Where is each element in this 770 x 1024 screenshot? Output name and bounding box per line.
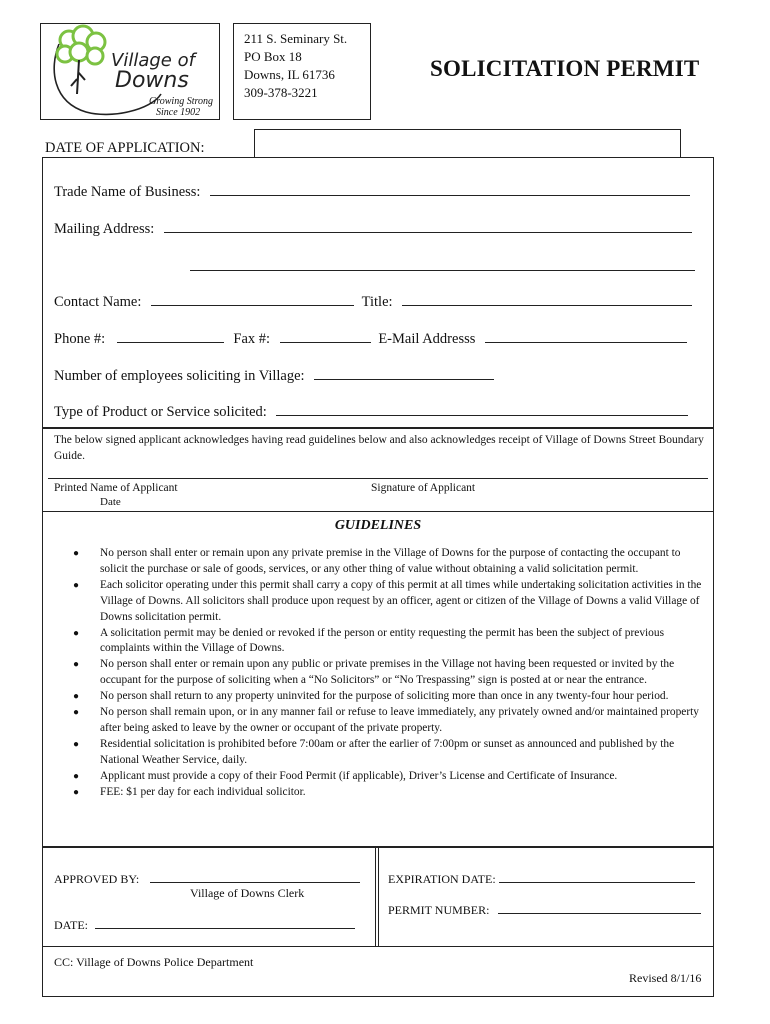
guideline-text: A solicitation permit may be denied or revoked if the person or entity requesting the permit has been the subject of previous complaints within the Village of Downs.: [100, 626, 664, 655]
phone-label: Phone #:: [54, 331, 106, 347]
guidelines-list: [73, 546, 705, 801]
phone-row: [54, 328, 687, 348]
guideline-item: [73, 769, 705, 785]
expiration-date-label: EXPIRATION DATE:: [388, 872, 496, 886]
approval-date-field[interactable]: [95, 917, 355, 929]
cc-text: CC: Village of Downs Police Department: [54, 955, 254, 969]
date-of-application-label: DATE OF APPLICATION:: [45, 140, 205, 156]
signature-label: Signature of Applicant: [371, 482, 476, 494]
bullet-icon: ●: [73, 691, 80, 703]
phone-field[interactable]: [117, 328, 224, 343]
clerk-label: Village of Downs Clerk: [190, 886, 305, 900]
bullet-icon: ●: [73, 627, 80, 639]
permit-number-field[interactable]: [498, 902, 701, 914]
product-row: [54, 401, 688, 421]
approval-date-label: DATE:: [54, 918, 88, 932]
approved-by-row: [54, 871, 360, 887]
guideline-text: No person shall enter or remain upon any private premise in the Village of Downs for the purpose of contacting the occupant to solicit the purchase or sale of goods, services, or any other thing of value without obtaining a valid solicitation permit.: [100, 547, 681, 575]
guideline-item: [73, 785, 705, 801]
guideline-text: Each solicitor operating under this permit shall carry a copy of this permit at all times while undertaking solicitation activities in the Village of Downs. All solicitors shall produce upon request by an officer, agent or citizen of the Village of Downs a valid Village of Downs solicitation permit.: [100, 578, 702, 623]
permit-number-label: PERMIT NUMBER:: [388, 903, 490, 917]
trade-name-field[interactable]: [210, 181, 690, 196]
address-city: Downs, IL 61736: [244, 67, 335, 82]
employees-label: Number of employees soliciting in Village:: [54, 368, 305, 384]
mailing-address-row: [54, 218, 692, 238]
approval-date-row: [54, 917, 355, 933]
guideline-text: Residential solicitation is prohibited before 7:00am or after the earlier of 7:00pm or sunset as announced and published by the National Weather Service, daily.: [100, 737, 675, 766]
guideline-item: [73, 657, 705, 689]
guideline-item: [73, 689, 705, 705]
logo-line2: Downs: [115, 68, 189, 93]
expiration-row: [388, 871, 695, 887]
trade-name-row: [54, 181, 690, 201]
guideline-text: No person shall remain upon, or in any manner fail or refuse to leave immediately, any privately owned and/or maintained property after being asked to leave by the owner or occupant of the private property.: [100, 706, 699, 734]
bullet-icon: ●: [73, 770, 80, 782]
fax-label: Fax #:: [233, 331, 271, 347]
fax-field[interactable]: [280, 328, 371, 343]
email-label: E-Mail Addresss: [378, 331, 476, 347]
contact-row: [54, 291, 692, 311]
bullet-icon: ●: [73, 579, 80, 591]
mailing-address-label: Mailing Address:: [54, 221, 155, 237]
approved-by-label: APPROVED BY:: [54, 872, 140, 886]
guideline-text: No person shall enter or remain upon any public or private premises in the Village not having been requested or invited by the occupant for the purpose of soliciting when a “No Solicitors” or “No Trespassing” sign is posted at or near the entrance.: [100, 658, 675, 687]
approved-by-field[interactable]: [150, 871, 360, 883]
bullet-icon: ●: [73, 707, 80, 719]
address-phone: 309-378-3221: [244, 85, 318, 100]
approval-divider-vertical-2: [378, 847, 379, 946]
email-field[interactable]: [485, 328, 687, 343]
guideline-item: [73, 546, 705, 578]
bullet-icon: ●: [73, 659, 80, 671]
employees-row: [54, 365, 494, 385]
revised-date: Revised 8/1/16: [629, 971, 702, 985]
title-field[interactable]: [402, 291, 692, 306]
logo-tagline1: Growing Strong: [149, 96, 213, 107]
guideline-item: [73, 737, 705, 769]
acknowledgement-date-label: Date: [100, 496, 121, 505]
signature-line[interactable]: [48, 478, 708, 479]
guideline-text: No person shall return to any property uninvited for the purpose of soliciting more than once in any twenty-four hour period.: [100, 690, 669, 703]
contact-name-field[interactable]: [151, 291, 354, 306]
contact-name-label: Contact Name:: [54, 294, 142, 310]
approval-divider-horizontal: [42, 946, 714, 947]
guidelines-title: GUIDELINES: [334, 518, 422, 533]
product-label: Type of Product or Service solicited:: [54, 404, 267, 420]
expiration-date-field[interactable]: [499, 871, 695, 883]
title-label: Title:: [361, 294, 393, 310]
mailing-address-field[interactable]: [164, 218, 692, 233]
bullet-icon: ●: [73, 738, 80, 750]
address-po-box: PO Box 18: [244, 49, 302, 64]
guideline-item: [73, 626, 705, 658]
guideline-item: [73, 705, 705, 737]
mailing-address-field-line2[interactable]: [190, 256, 695, 271]
address-street: 211 S. Seminary St.: [244, 31, 348, 46]
logo-tagline2: Since 1902: [156, 107, 201, 118]
approval-divider-vertical: [375, 847, 376, 946]
acknowledgement-text: The below signed applicant acknowledges having read guidelines below and also acknowledges receipt of Village of Downs Street Boundary Guide.: [54, 434, 704, 462]
trade-name-label: Trade Name of Business:: [54, 184, 201, 200]
logo-line1: Village of: [111, 50, 195, 71]
address-box: [233, 23, 371, 120]
guideline-item: [73, 578, 705, 626]
guideline-text: Applicant must provide a copy of their Food Permit (if applicable), Driver’s License and Certificate of Insurance.: [100, 769, 618, 782]
permit-number-row: [388, 902, 701, 918]
date-of-application-field[interactable]: [254, 129, 681, 157]
product-field[interactable]: [276, 401, 688, 416]
page-title: SOLICITATION PERMIT: [430, 56, 700, 81]
printed-name-label: Printed Name of Applicant: [54, 482, 178, 494]
guideline-text: FEE: $1 per day for each individual solicitor.: [100, 785, 306, 798]
bullet-icon: ●: [73, 786, 80, 798]
logo-box: [40, 23, 220, 120]
employees-field[interactable]: [314, 365, 494, 380]
bullet-icon: ●: [73, 548, 80, 559]
